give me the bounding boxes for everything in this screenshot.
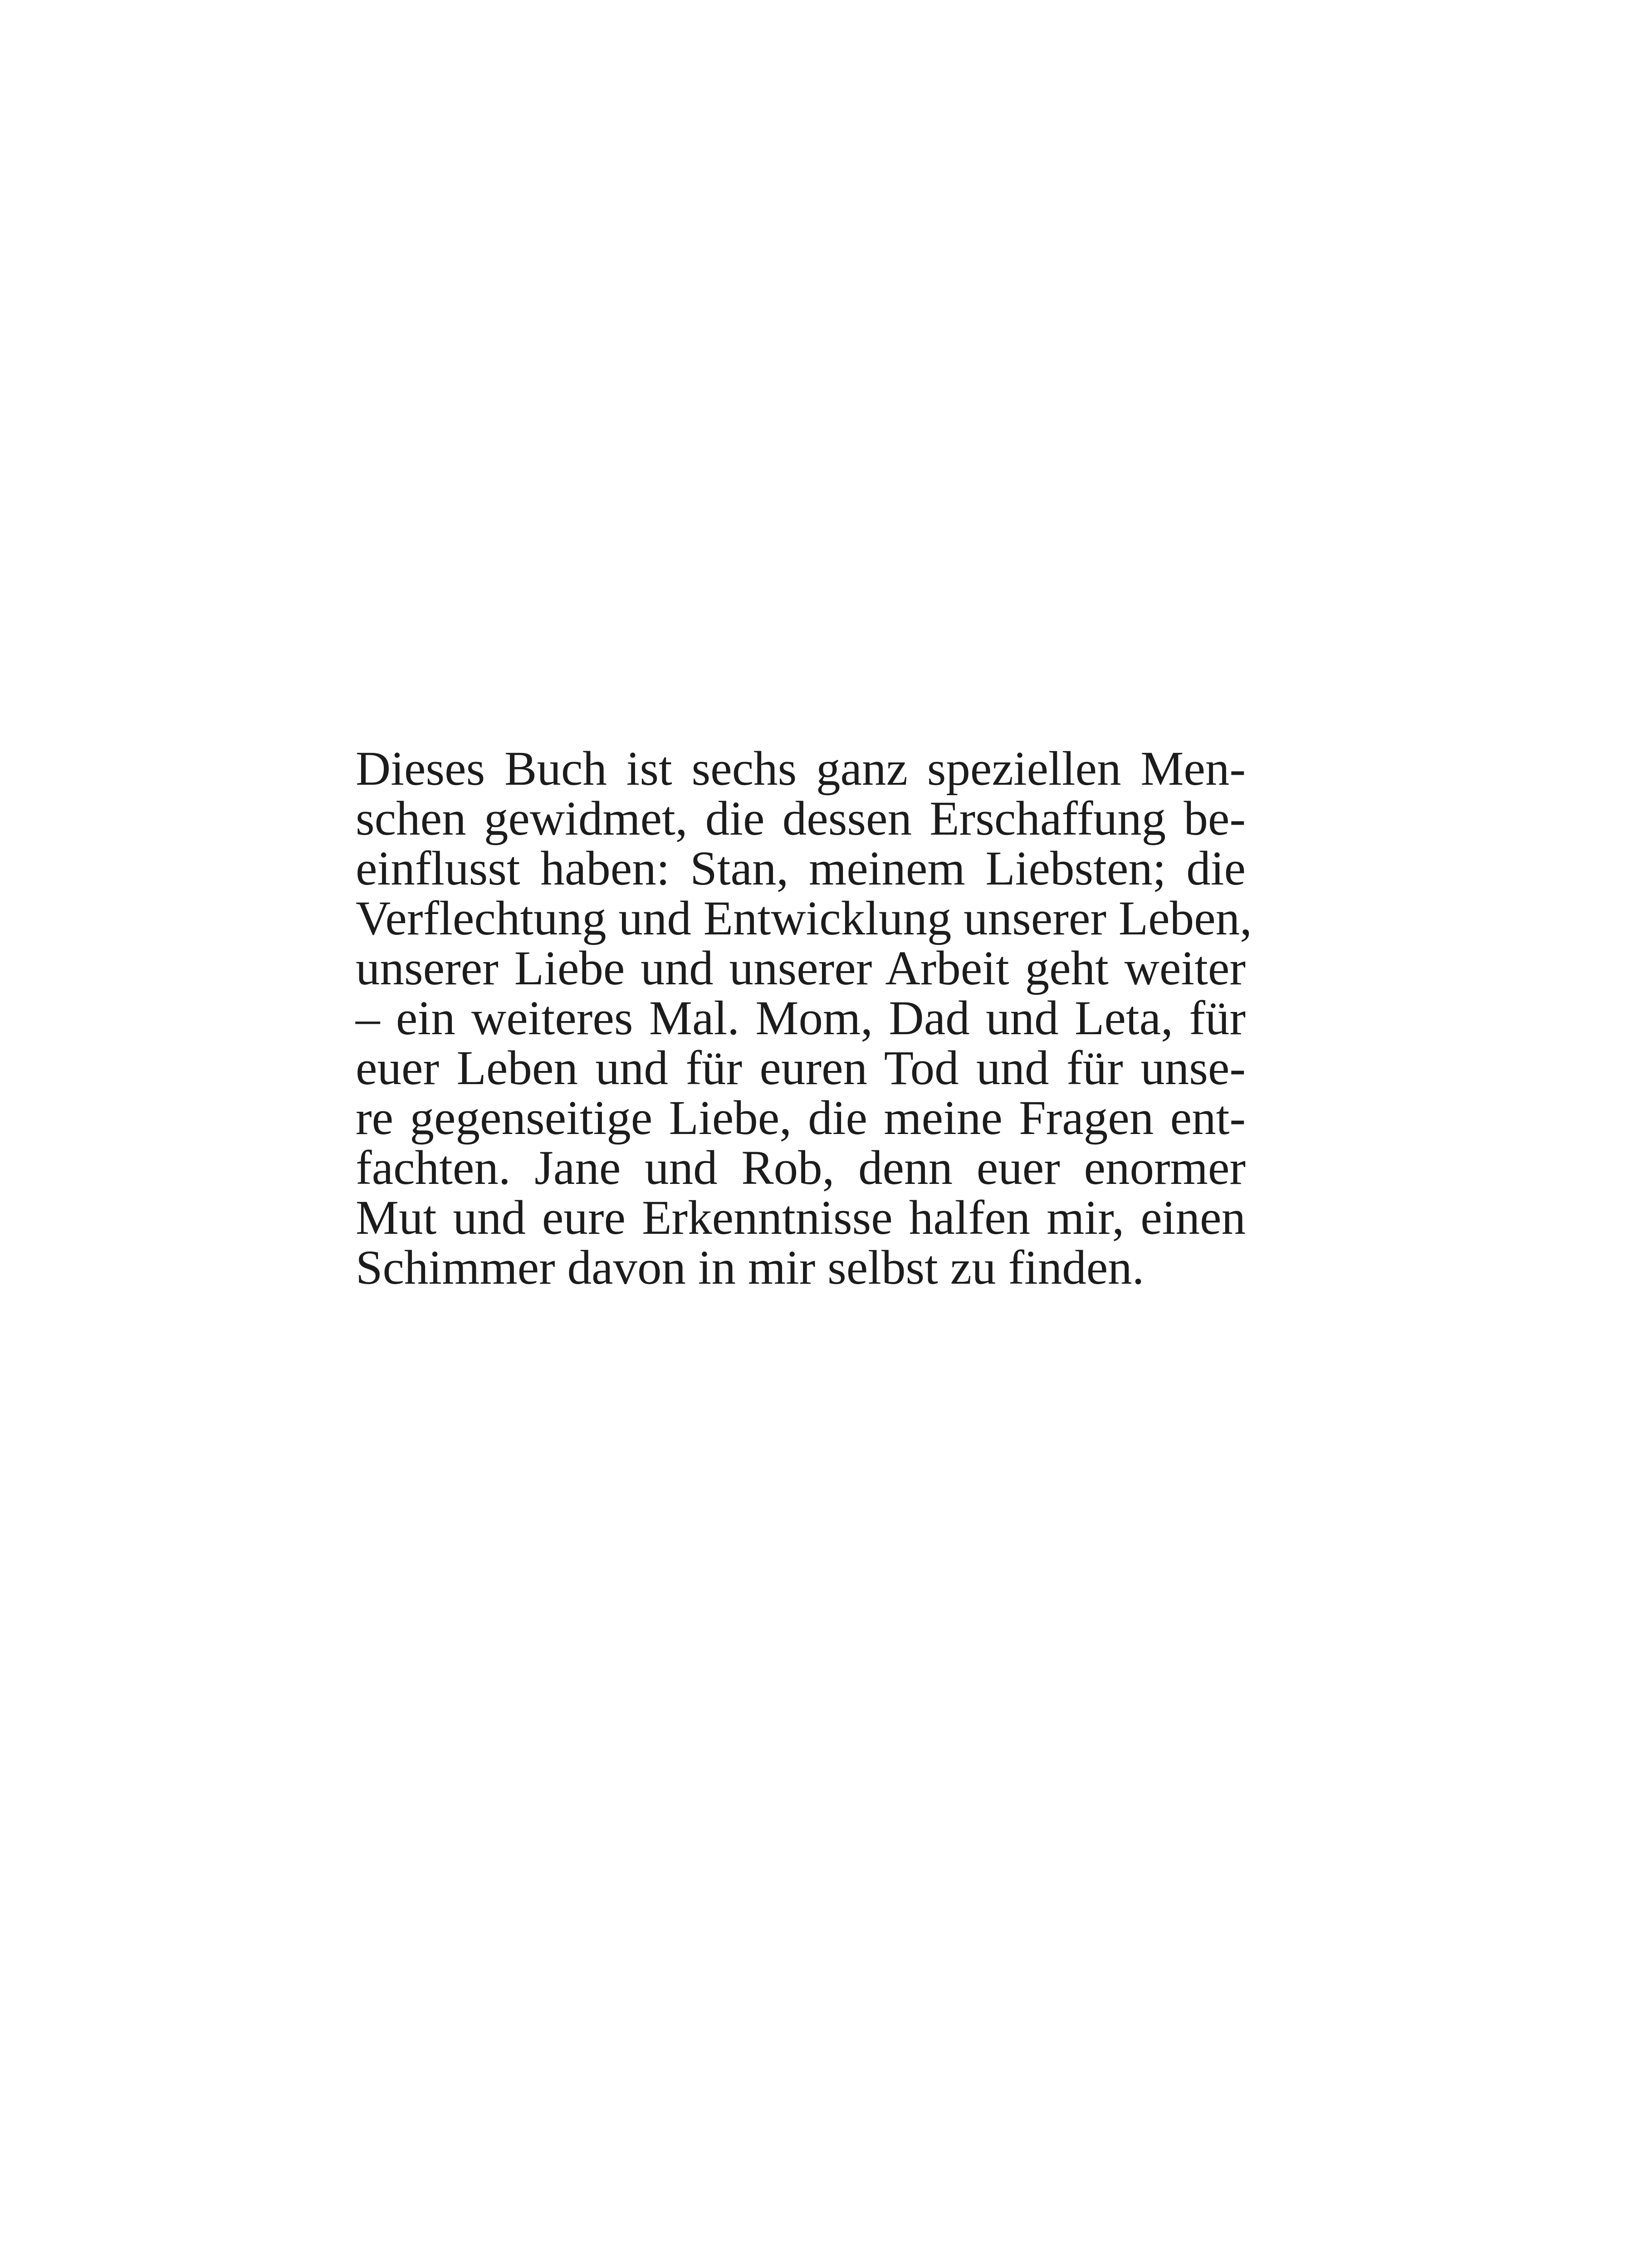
dedication-line: re gegenseitige Liebe, die meine Fragen ent- — [356, 1091, 1246, 1145]
dedication-line: euer Leben und für euren Tod und für unse- — [356, 1041, 1246, 1095]
dedication-line: – ein weiteres Mal. Mom, Dad und Leta, für — [356, 992, 1246, 1045]
dedication-line: Schimmer davon in mir selbst zu finden. — [356, 1241, 1145, 1295]
dedication-line: Dieses Buch ist sechs ganz speziellen Men- — [356, 742, 1246, 796]
dedication-line: einflusst haben: Stan, meinem Liebsten; die — [356, 842, 1246, 895]
dedication-line: Verflechtung und Entwicklung unserer Leben, — [356, 892, 1252, 945]
dedication-line: fachten. Jane und Rob, denn euer enormer — [356, 1141, 1246, 1195]
dedication-line: unserer Liebe und unserer Arbeit geht weiter — [356, 942, 1246, 995]
dedication-line: schen gewidmet, die dessen Erschaffung be- — [356, 792, 1246, 846]
dedication-line: Mut und eure Erkenntnisse halfen mir, einen — [356, 1191, 1246, 1245]
dedication-text — [356, 742, 1252, 1295]
